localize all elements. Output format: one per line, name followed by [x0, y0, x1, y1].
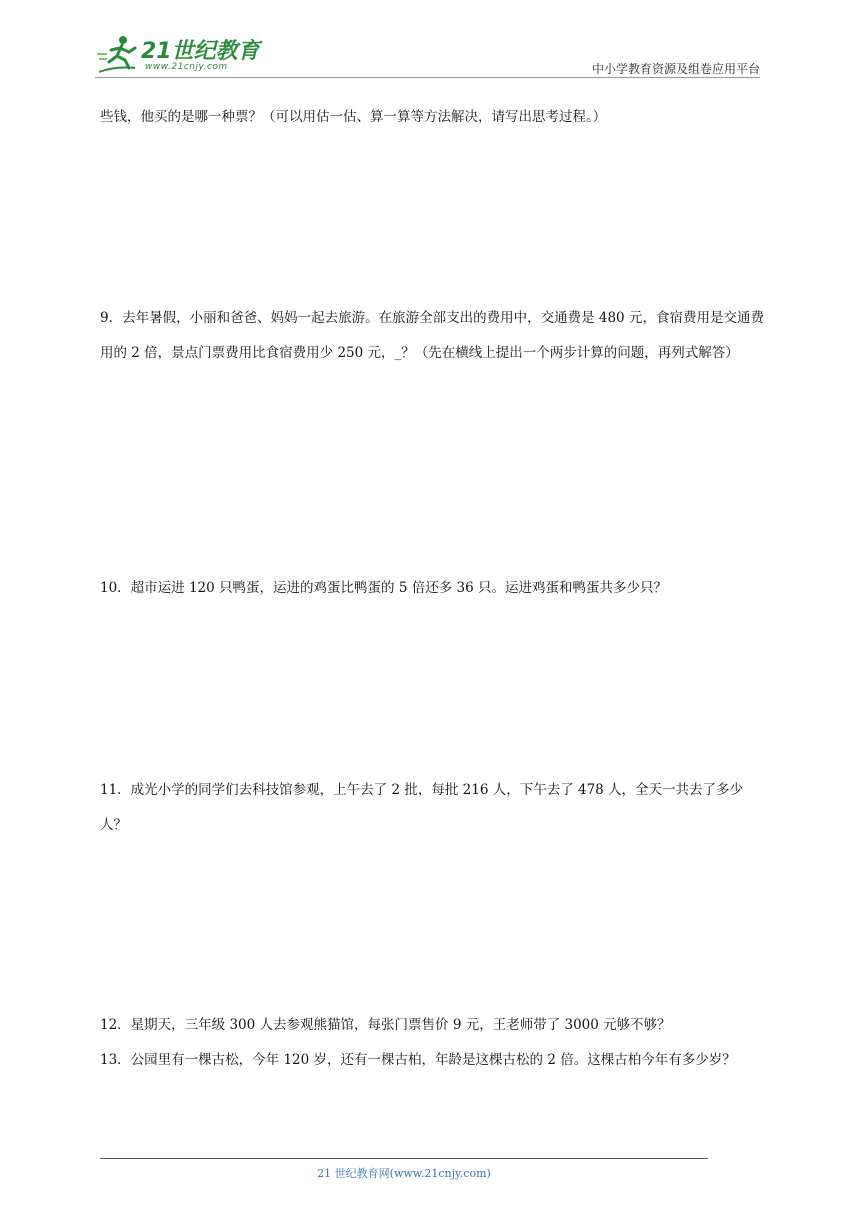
footer-divider: [100, 1158, 708, 1159]
question-8-continuation: 些钱，他买的是哪一种票？（可以用估一估、算一算等方法解决，请写出思考过程。）: [100, 109, 607, 125]
site-logo: [95, 32, 265, 76]
question-12: 12．星期天，三年级 300 人去参观熊猫馆，每张门票售价 9 元，王老师带了 3000 元够不够？: [100, 1017, 671, 1033]
site-tagline: 中小学教育资源及组卷应用平台: [591, 62, 760, 76]
question-13: 13．公园里有一棵古松，今年 120 岁，还有一棵古柏，年龄是这棵古松的 2 倍。这棵古柏今年有多少岁？: [100, 1052, 736, 1068]
page-footer: 21 世纪教育网(www.21cnjy.com): [317, 1167, 491, 1180]
question-11: 11．成光小学的同学们去科技馆参观，上午去了 2 批，每批 216 人，下午去了 478 人，全天一共去了多少人？: [100, 782, 744, 833]
logo-wordmark: 21世纪教育: [141, 39, 260, 64]
logo-url: www.21cnjy.com: [145, 62, 228, 72]
header-divider: [95, 77, 760, 78]
question-9: 9．去年暑假，小丽和爸爸、妈妈一起去旅游。在旅游全部支出的费用中，交通费是 480 元，食宿费用是交通费用的 2 倍，景点门票费用比食宿费用少 250 元，_？（先在横线上提出一个两步计算的问题，再列式解答）: [100, 310, 764, 361]
runner-logo-icon: [95, 32, 145, 76]
question-10: 10．超市运进 120 只鸭蛋，运进的鸡蛋比鸭蛋的 5 倍还多 36 只。运进鸡蛋和鸭蛋共多少只？: [100, 580, 667, 596]
page-header: [95, 30, 760, 78]
